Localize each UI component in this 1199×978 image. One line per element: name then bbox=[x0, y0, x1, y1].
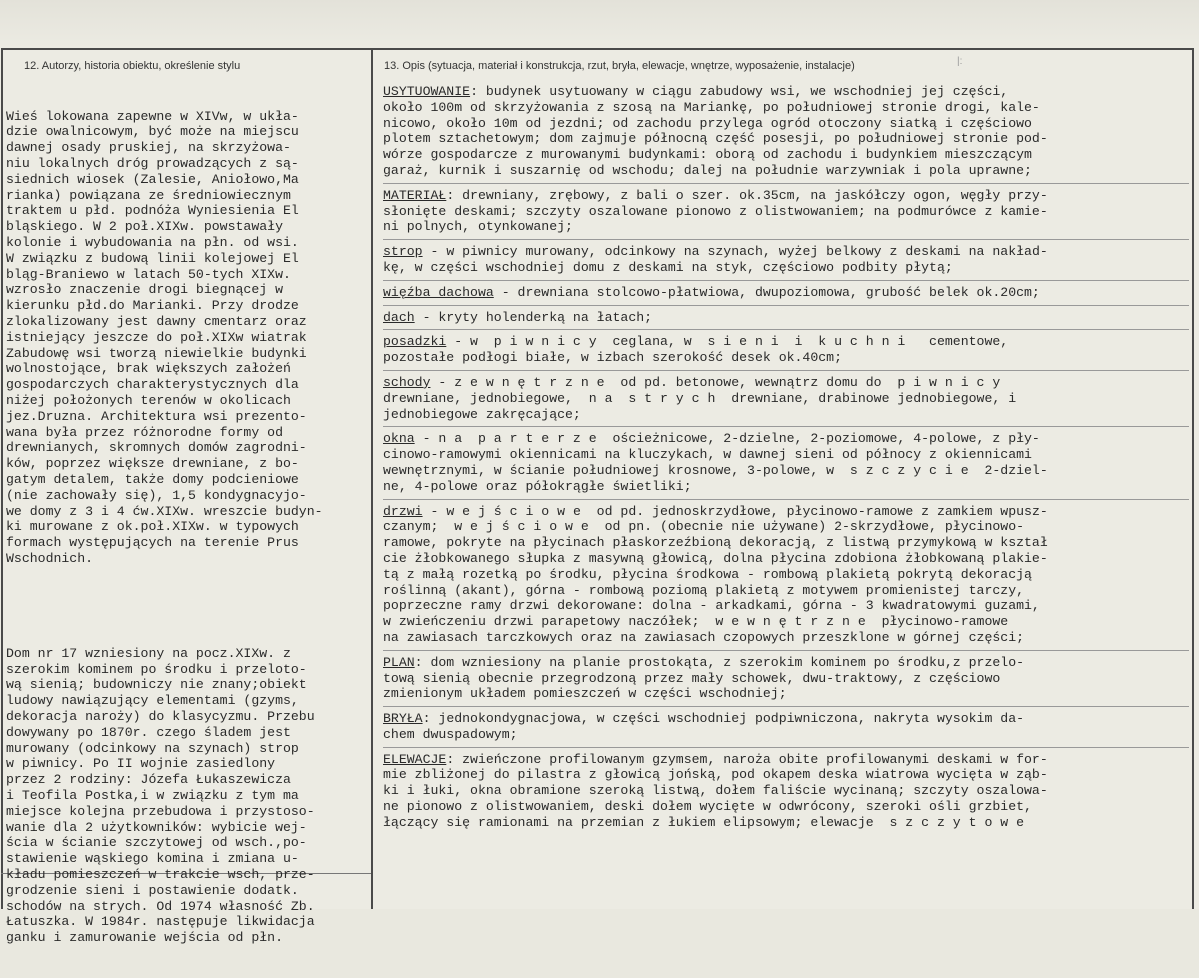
section-text: - drewniana stolcowo-płatwiowa, dwupoziomowa, grubość belek ok.20cm; bbox=[493, 284, 1040, 300]
section-drzwi bbox=[383, 504, 1189, 646]
section-divider bbox=[383, 426, 1189, 427]
section-divider bbox=[383, 370, 1189, 371]
section-text: : zwieńczone profilowanym gzymsem, naroża obite profilowanymi deskami w for- mie zbliżonej do pilastra z głowicą jońską, pod okapem deska wiatrowa wycięta w ząb- ki i łuki, okna obramione szeroką listwą, dołem faliście wycinaną; szczyty oszalowa- ne pionowo z olistwowaniem, deski dołem wycięte w odwrócony, szeroki ośli grzbiet, łączący się ramionami na przemian z łukiem elipsowym; elewacje s z c z y t o w e bbox=[383, 751, 1048, 830]
section-label: posadzki bbox=[383, 334, 447, 350]
section-bryla bbox=[383, 711, 1189, 743]
section-label: MATERIAŁ bbox=[383, 187, 447, 203]
section-strop bbox=[383, 244, 1189, 276]
section-plan bbox=[383, 655, 1189, 702]
section-text: : budynek usytuowany w ciągu zabudowy wsi, we wschodniej jej części, około 100m od skrzyżowania z szosą na Mariankę, po południowej stronie drogi, kale- nicowo, około 10m od jezdni; od zachodu przylega ogród otoczony siatką i częściowo plotem sztachetowym; dom zajmuje północną część posesji, po południowej stronie pod- wórze gospodarcze z murowanymi budynkami: oborą od zachodu i budynkiem mieszczącym garaż, kurnik i suszarnię od wschodu; dalej na południe warzywniak i pola uprawne; bbox=[383, 84, 1048, 178]
section-text: : jednokondygnacjowa, w części wschodniej podpiwniczona, nakryta wysokim da- chem dwuspadowym; bbox=[383, 711, 1025, 742]
section-divider bbox=[383, 650, 1189, 651]
section-divider bbox=[383, 747, 1189, 748]
section-text: - w piwnicy murowany, odcinkowy na szynach, wyżej belkowy z deskami na nakład- kę, w części wschodniej domu z deskami na styk, częściowo podbity płytą; bbox=[383, 244, 1048, 275]
section-label: dach bbox=[383, 309, 415, 325]
section-schody bbox=[383, 375, 1189, 422]
section-divider bbox=[383, 239, 1189, 240]
section-usytuowanie bbox=[383, 84, 1189, 179]
section-label: okna bbox=[383, 431, 415, 447]
section-elewacje bbox=[383, 752, 1189, 831]
description-column bbox=[383, 84, 1189, 831]
section-label: schody bbox=[383, 374, 431, 390]
right-border bbox=[1192, 48, 1194, 909]
section-text: - w e j ś c i o w e od pd. jednoskrzydłowe, płycinowo-ramowe z zamkiem wpusz- czanym; w e j ś c i o w e od pn. (obecnie nie używane) 2-skrzydłowe, płycinowo- ramowe, pokryte na płycinach płaskorzeźbioną dekoracją, z listwą przymykową w kształ cie żłobkowanego słupka z masywną głowicą, dolna płycina zdobiona żłobkowaną plakie- tą z małą rozetką po środku, płycina środkowa - rombową plakietą pokrytą dekoracją roślinną (akant), górna - rombową poziomą plakietą z motywem promienistej tarczy, poprzeczne ramy drzwi dekorowane: dolna - arkadkami, górna - 3 kwadratowymi guzami, w zwieńczeniu drzwi parapetowy naczółek; w e w n ę t r z n e płycinowo-ramowe na zawiasach tarczkowych oraz na zawiasach czopowych przeszklone w górnej części; bbox=[383, 503, 1048, 645]
section-label: ELEWACJE bbox=[383, 751, 447, 767]
section-divider bbox=[383, 329, 1189, 330]
corner-mark: |: bbox=[957, 56, 963, 67]
section-text: - kryty holenderką na łatach; bbox=[414, 309, 653, 325]
section-divider bbox=[383, 305, 1189, 306]
section-divider bbox=[383, 706, 1189, 707]
section-divider bbox=[383, 183, 1189, 184]
header-rule bbox=[1, 48, 1193, 50]
section-posadzki bbox=[383, 334, 1189, 366]
section-material bbox=[383, 188, 1189, 235]
section-label: USYTUOWANIE bbox=[383, 84, 471, 99]
section-divider bbox=[383, 499, 1189, 500]
section-label: drzwi bbox=[383, 503, 423, 519]
section-divider bbox=[383, 280, 1189, 281]
section-text: - z e w n ę t r z n e od pd. betonowe, wewnątrz domu do p i w n i c y drewniane, jednobiegowe, n a s t r y c h drewniane, drabinowe jednobiegowe, i jednobiegowe zakręcające; bbox=[383, 374, 1017, 422]
section-13-heading: 13. Opis (sytuacja, materiał i konstrukcja, rzut, bryła, elewacje, wnętrze, wyposażenie, instalacje) bbox=[384, 60, 855, 72]
section-wiezba bbox=[383, 285, 1189, 301]
section-okna bbox=[383, 431, 1189, 494]
section-label: PLAN bbox=[383, 654, 415, 670]
left-border bbox=[1, 48, 3, 909]
section-text: - n a p a r t e r z e ościeżnicowe, 2-dzielne, 2-poziomowe, 4-polowe, z pły- cinowo-ramowymi okiennicami na kluczykach, w dawnej sieni od północy z okiennicami wewnętrznymi, w ścianie południowej krosnowe, 3-polowe, w s z c z y c i e 2-dziel- ne, 4-polowe oraz półokrągłe świetliki; bbox=[383, 431, 1048, 494]
section-label: więźba dachowa bbox=[383, 284, 494, 300]
history-paragraph-2: Dom nr 17 wzniesiony na pocz.XIXw. z szerokim kominem po środku i przeloto- wą sienią; budowniczy nie znany;obiekt ludowy nawiązujący elementami (gzyms, dekoracja naroży) do klasycyzmu. Przebu dowywany po 1870r. czego śladem jest murowany (odcinkowy na szynach) strop w piwnicy. Po II wojnie zasiedlony przez 2 rodziny: Józefa Łukaszewicza i Teofila Postka,i w związku z tym ma miejsce kolejna przebudowa i przystoso- wanie dla 2 użytkowników: wybicie wej- ścia w ścianie szczytowej od wsch.,po- stawienie wąskiego komina i zmiana u- kładu pomieszczeń w trakcie wsch, prze- grodzenie sieni i postawienie dodatk. schodów na strych. Od 1974 własność Zb. Łatuszka. W 1984r. następuje likwidacja ganku i zamurowanie wejścia od płn. bbox=[6, 645, 315, 946]
section-text: : dom wzniesiony na planie prostokąta, z szerokim kominem po środku,z przelo- tową sienią obecnie przegrodzoną przez mały schowek, dwu-traktowy, z częściowo zmienionym układem pomieszczeń w części wschodniej; bbox=[383, 654, 1025, 702]
top-band bbox=[0, 0, 1199, 48]
section-dach bbox=[383, 310, 1189, 326]
section-label: strop bbox=[383, 244, 423, 260]
history-column bbox=[6, 77, 372, 978]
history-paragraph-1: Wieś lokowana zapewne w XIVw, w ukła- dzie owalnicowym, być może na miejscu dawnej osady pruskiej, na skrzyżowa- niu lokalnych dróg prowadzących z są- siednich wiosek (Zalesie, Aniołowo,Ma rianka) powiązana ze średniowiecznym traktem u płd. podnóża Wyniesienia El bląskiego. W 2 poł.XIXw. powstawały kolonie i wybudowania na płn. od wsi. W związku z budową linii kolejowej El bląg-Braniewo w latach 50-tych XIXw. wzrosło znaczenie drogi biegnącej w kierunku płd.do Marianki. Przy drodze zlokalizowany jest dawny cmentarz oraz istniejący jeszcze do poł.XIXw wiatrak Zabudowę wsi tworzą niewielkie budynki wolnostojące, brak większych założeń gospodarczych charakterystycznych dla niżej położonych terenów w okolicach jez.Druzna. Architektura wsi prezento- wana była przez różnorodne formy od drewnianych, skromnych domów zagrodni- ków, poprzez większe drewniane, z bo- gatym detalem, także domy podcieniowe (nie zachowały się), 1,5 kondygnacyjo- we domy z 3 i 4 ćw.XIXw. wreszcie budyn- ki murowane z ok.poł.XIXw. w typowych formach występujących na terenie Prus Wschodnich. bbox=[6, 108, 323, 566]
section-label: BRYŁA bbox=[383, 711, 423, 727]
section-12-heading: 12. Autorzy, historia obiektu, określenie stylu bbox=[24, 60, 241, 72]
section-text: : drewniany, zrębowy, z bali o szer. ok.35cm, na jaskółczy ogon, węgły przy- słonięte deskami; szczyty oszalowane pionowo z olistwowaniem; na podmurówce z kamie- ni polnych, otynkowanej; bbox=[383, 187, 1048, 235]
section-text: - w p i w n i c y ceglana, w s i e n i i k u c h n i cementowe, pozostałe podłogi białe, w izbach szerokość desek ok.40cm; bbox=[383, 334, 1009, 366]
